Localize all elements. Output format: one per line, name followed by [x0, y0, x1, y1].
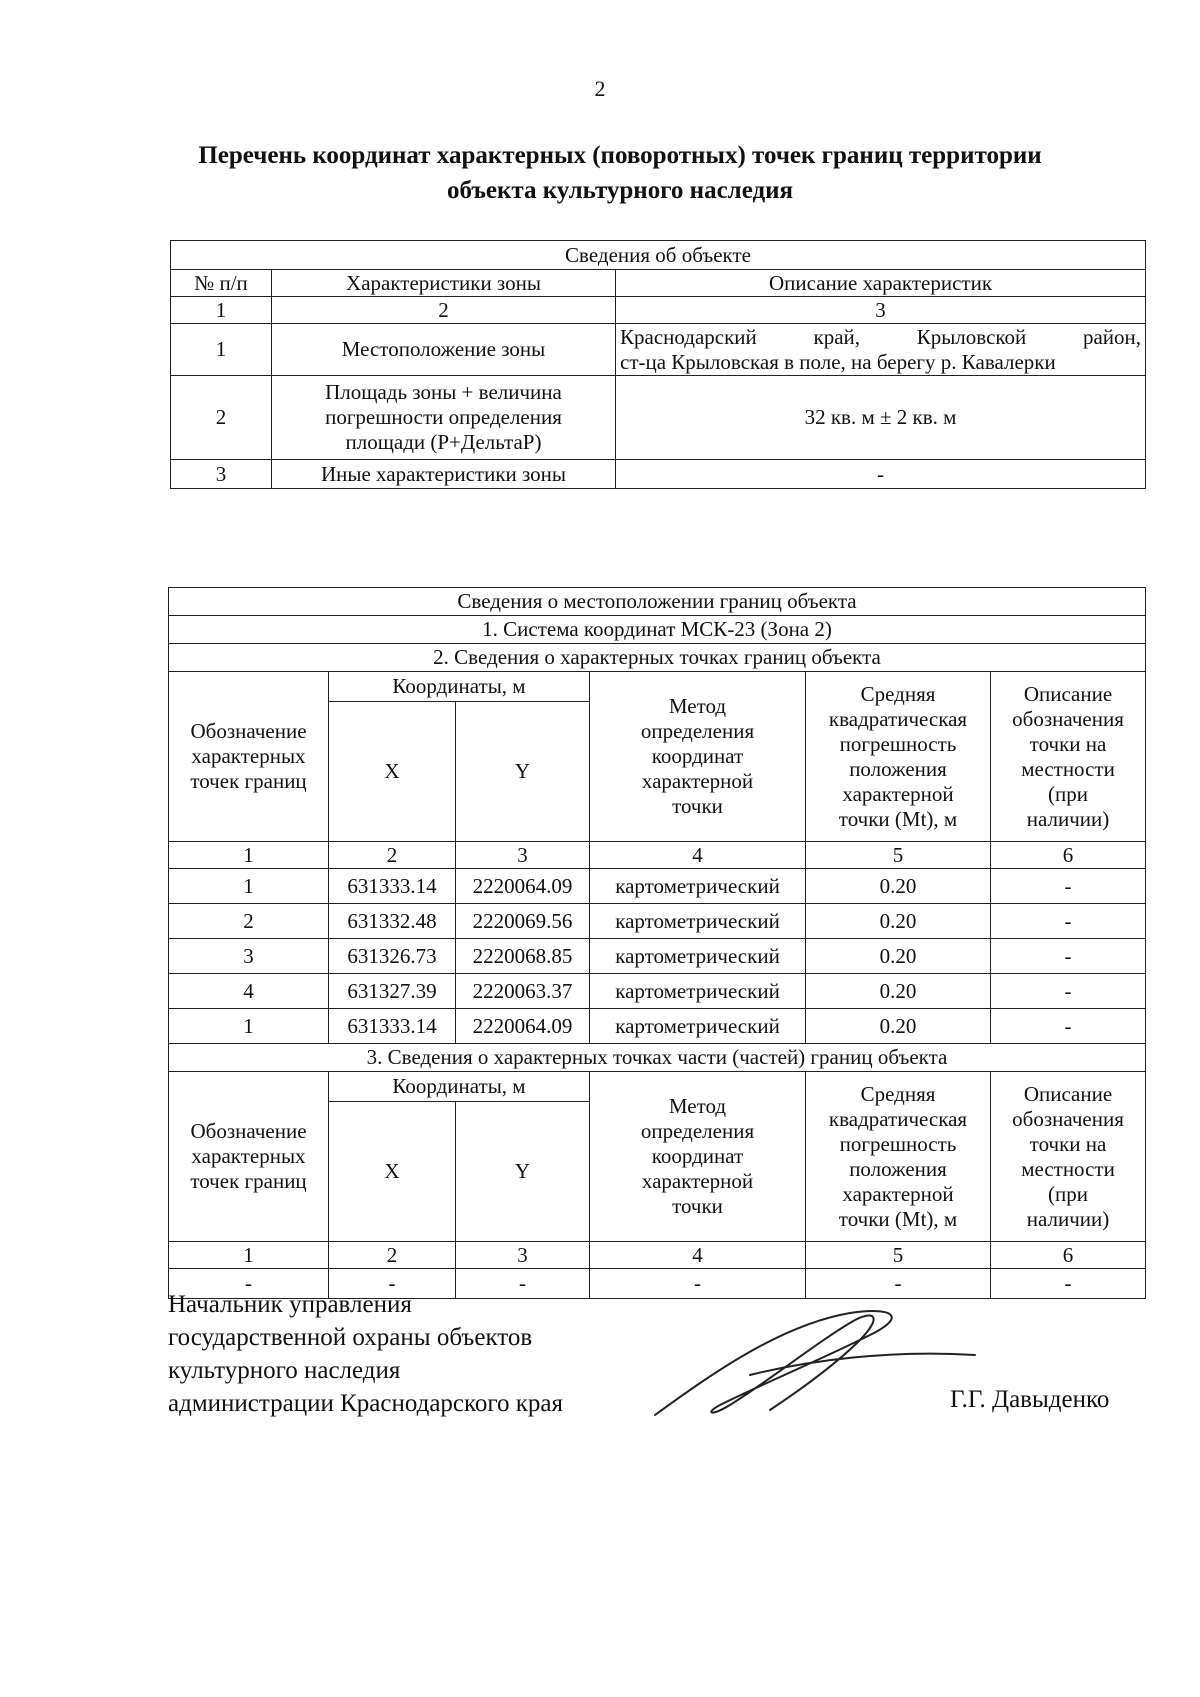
- header-line: Обозначение: [190, 719, 307, 743]
- header-line: обозначения: [1012, 706, 1124, 731]
- point-method: картометрический: [590, 1009, 806, 1044]
- header-line: (при: [1048, 1181, 1088, 1206]
- row-num: 3: [171, 460, 272, 489]
- header-characteristic: Характеристики зоны: [272, 270, 616, 297]
- header-designation: [169, 672, 329, 842]
- column-number: 5: [806, 1242, 991, 1269]
- table-row: [169, 869, 1146, 904]
- column-number: 5: [806, 842, 991, 869]
- point-method: -: [590, 1269, 806, 1299]
- point-error: -: [806, 1269, 991, 1299]
- column-number: 6: [991, 1242, 1146, 1269]
- point-error: 0.20: [806, 904, 991, 939]
- header-y: Y: [456, 702, 590, 842]
- point-y: 2220064.09: [456, 1009, 590, 1044]
- header-x: X: [329, 1102, 456, 1242]
- point-x: 631333.14: [329, 869, 456, 904]
- header-line: Метод: [668, 694, 727, 718]
- header-line: (при: [1048, 781, 1088, 806]
- row-description: [616, 324, 1146, 376]
- point-description: -: [991, 1269, 1146, 1299]
- point-description: -: [991, 869, 1146, 904]
- point-x: 631332.48: [329, 904, 456, 939]
- column-number: 3: [456, 842, 590, 869]
- table-row: [169, 974, 1146, 1009]
- header-line: определения: [640, 719, 755, 743]
- point-id: -: [169, 1269, 329, 1299]
- header-line: квадратическая: [828, 706, 968, 731]
- row-description: -: [616, 460, 1146, 489]
- signer-name: Г.Г. Давыденко: [950, 1386, 1110, 1413]
- column-number: 6: [991, 842, 1146, 869]
- document-title-line2: объекта культурного наследия: [446, 177, 794, 204]
- column-number: 1: [169, 842, 329, 869]
- header-description: Описание характеристик: [616, 270, 1146, 297]
- document-title-line1: Перечень координат характерных (поворотных) точек границ территории: [198, 142, 1042, 169]
- object-info-table: [170, 240, 1146, 489]
- row-num: 2: [171, 376, 272, 460]
- point-error: 0.20: [806, 1009, 991, 1044]
- header-line: определения: [640, 1119, 755, 1143]
- point-method: картометрический: [590, 974, 806, 1009]
- point-x: 631326.73: [329, 939, 456, 974]
- object-info-section-title: Сведения об объекте: [171, 241, 1146, 270]
- location-section-title: Сведения о местоположении границ объекта: [169, 588, 1146, 616]
- handwritten-signature: [650, 1305, 980, 1425]
- location-line2: ст-ца Крыловская в поле, на берегу р. Кавалерки: [620, 349, 1056, 374]
- point-method: картометрический: [590, 904, 806, 939]
- header-line: точки (Mt), м: [838, 1206, 958, 1231]
- header-line: местности: [1021, 756, 1115, 781]
- header-line: точки на: [1029, 1131, 1107, 1156]
- signer-position: [168, 1288, 563, 1420]
- point-y: 2220068.85: [456, 939, 590, 974]
- header-error: [806, 1072, 991, 1242]
- point-y: 2220063.37: [456, 974, 590, 1009]
- coordinate-system: 1. Система координат МСК-23 (Зона 2): [169, 616, 1146, 644]
- header-line: Средняя: [860, 681, 936, 706]
- point-id: 1: [169, 869, 329, 904]
- header-line: Описание: [1023, 681, 1113, 706]
- header-line: точки: [672, 1194, 723, 1218]
- header-line: положения: [849, 1156, 947, 1181]
- table-row: [171, 376, 1146, 460]
- header-line: точки: [672, 794, 723, 818]
- header-error: [806, 672, 991, 842]
- row-characteristic: Местоположение зоны: [272, 324, 616, 376]
- point-id: 2: [169, 904, 329, 939]
- column-number: 4: [590, 842, 806, 869]
- point-x: 631327.39: [329, 974, 456, 1009]
- header-line: характерных: [191, 744, 306, 768]
- point-y: 2220064.09: [456, 869, 590, 904]
- header-line: точки (Mt), м: [838, 806, 958, 831]
- column-number: 4: [590, 1242, 806, 1269]
- header-line: Метод: [668, 1094, 727, 1118]
- column-number: 2: [272, 297, 616, 324]
- header-x: X: [329, 702, 456, 842]
- point-x: 631333.14: [329, 1009, 456, 1044]
- header-coordinates: Координаты, м: [329, 1072, 590, 1102]
- document-title: [160, 138, 1080, 208]
- header-y: Y: [456, 1102, 590, 1242]
- header-designation: [169, 1072, 329, 1242]
- header-method: [590, 672, 806, 842]
- table-row: [171, 324, 1146, 376]
- point-description: -: [991, 904, 1146, 939]
- header-line: точек границ: [190, 1169, 307, 1193]
- row-characteristic: [272, 376, 616, 460]
- area-line3: площади (Р+ДельтаР): [345, 430, 542, 454]
- column-number: 1: [169, 1242, 329, 1269]
- position-line2: государственной охраны объектов: [168, 1324, 533, 1351]
- position-line1: Начальник управления: [168, 1291, 412, 1318]
- header-line: координат: [651, 744, 744, 768]
- header-line: точки на: [1029, 731, 1107, 756]
- header-point-description: [991, 1072, 1146, 1242]
- row-description: 32 кв. м ± 2 кв. м: [616, 376, 1146, 460]
- header-line: координат: [651, 1144, 744, 1168]
- header-line: характерных: [191, 1144, 306, 1168]
- point-description: -: [991, 974, 1146, 1009]
- header-line: наличии): [1026, 1206, 1110, 1231]
- header-line: квадратическая: [828, 1106, 968, 1131]
- table-row: [169, 939, 1146, 974]
- header-line: характерной: [641, 1169, 754, 1193]
- parts-section-title: 3. Сведения о характерных точках части (частей) границ объекта: [169, 1044, 1146, 1072]
- point-x: -: [329, 1269, 456, 1299]
- point-y: -: [456, 1269, 590, 1299]
- column-number: 3: [456, 1242, 590, 1269]
- header-line: Обозначение: [190, 1119, 307, 1143]
- header-line: Средняя: [860, 1081, 936, 1106]
- point-description: -: [991, 939, 1146, 974]
- header-line: местности: [1021, 1156, 1115, 1181]
- table-row: [171, 460, 1146, 489]
- point-description: -: [991, 1009, 1146, 1044]
- column-number: 2: [329, 842, 456, 869]
- header-line: характерной: [641, 769, 754, 793]
- header-line: погрешность: [839, 1131, 957, 1156]
- column-number: 1: [171, 297, 272, 324]
- header-line: Описание: [1023, 1081, 1113, 1106]
- header-point-description: [991, 672, 1146, 842]
- header-line: характерной: [842, 1181, 954, 1206]
- row-num: 1: [171, 324, 272, 376]
- position-line3: культурного наследия: [168, 1357, 401, 1384]
- header-coordinates: Координаты, м: [329, 672, 590, 702]
- page-number: 2: [594, 76, 606, 101]
- point-y: 2220069.56: [456, 904, 590, 939]
- area-line2: погрешности определения: [325, 405, 562, 429]
- table-row: [169, 1009, 1146, 1044]
- header-method: [590, 1072, 806, 1242]
- point-error: 0.20: [806, 974, 991, 1009]
- location-line1: Краснодарский край, Крыловской район,: [620, 324, 1142, 349]
- header-line: характерной: [842, 781, 954, 806]
- point-id: 4: [169, 974, 329, 1009]
- points-section-title: 2. Сведения о характерных точках границ объекта: [169, 644, 1146, 672]
- point-error: 0.20: [806, 869, 991, 904]
- point-method: картометрический: [590, 939, 806, 974]
- header-line: погрешность: [839, 731, 957, 756]
- header-line: положения: [849, 756, 947, 781]
- area-line1: Площадь зоны + величина: [325, 380, 562, 404]
- table-row: [169, 904, 1146, 939]
- point-id: 3: [169, 939, 329, 974]
- row-characteristic: Иные характеристики зоны: [272, 460, 616, 489]
- column-number: 3: [616, 297, 1146, 324]
- column-number: 2: [329, 1242, 456, 1269]
- point-id: 1: [169, 1009, 329, 1044]
- point-method: картометрический: [590, 869, 806, 904]
- header-num: № п/п: [171, 270, 272, 297]
- header-line: наличии): [1026, 806, 1110, 831]
- header-line: точек границ: [190, 769, 307, 793]
- point-error: 0.20: [806, 939, 991, 974]
- header-line: обозначения: [1012, 1106, 1124, 1131]
- position-line4: администрации Краснодарского края: [168, 1390, 564, 1417]
- boundary-points-table: [168, 587, 1146, 1299]
